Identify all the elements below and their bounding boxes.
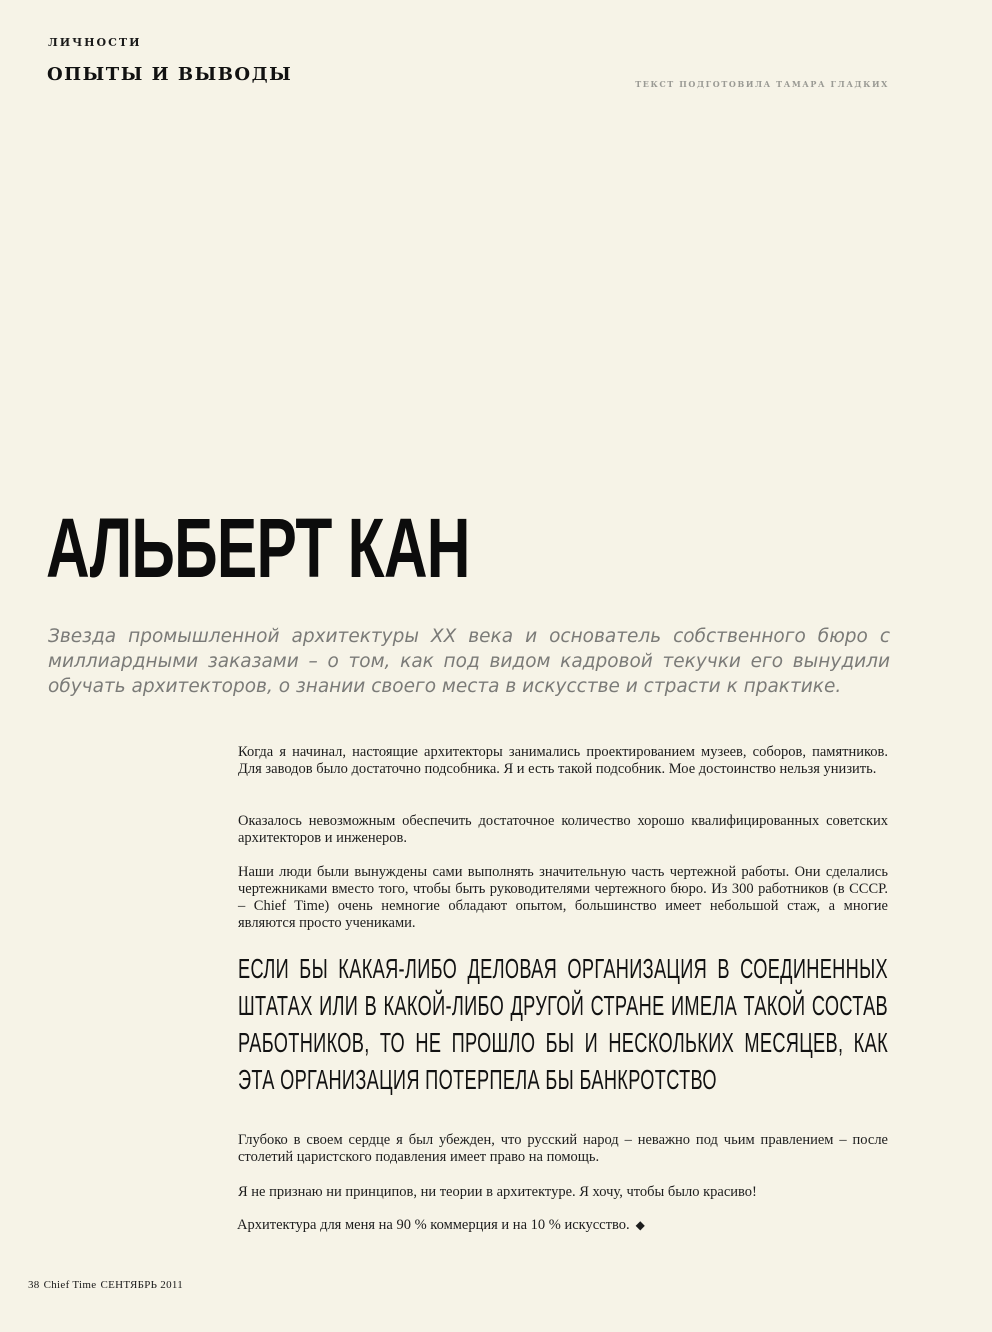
paragraph-2: Оказалось невозможным обеспечить достаточное количество хорошо квалифицированных советских архитекторов и инженеров.	[238, 813, 888, 846]
article-lead: Звезда промышленной архитектуры XX века и основатель собственного бюро с миллиардными заказами – о том, как под видом кадровой текучки его вынудили обучать архитекторов, о знании своего места в искусстве и страсти к практике.	[48, 626, 890, 697]
rubric-title: ОПЫТЫ И ВЫВОДЫ	[47, 64, 293, 85]
section-label: ЛИЧНОСТИ	[48, 36, 142, 49]
paragraph-4: Глубоко в своем сердце я был убежден, что русский народ – неважно под чьим правлением – после столетий царистского подавления имеет право на помощь.	[238, 1132, 888, 1165]
page-footer	[28, 1279, 187, 1291]
paragraph-6-text: Архитектура для меня на 90 % коммерция и на 10 % искусство.	[237, 1217, 630, 1233]
article-title: АЛЬБЕРТ КАН	[46, 501, 470, 595]
paragraph-6	[237, 1217, 887, 1234]
author-credit: ТЕКСТ ПОДГОТОВИЛА ТАМАРА ГЛАДКИХ	[635, 79, 889, 89]
paragraph-5: Я не признаю ни принципов, ни теории в архитектуре. Я хочу, чтобы было красиво!	[238, 1184, 757, 1200]
page-number: 38	[28, 1279, 40, 1291]
issue-date: СЕНТЯБРЬ 2011	[100, 1279, 184, 1291]
magazine-name: Chief Time	[43, 1279, 97, 1291]
end-mark-icon: ◆	[635, 1218, 645, 1232]
pull-quote: ЕСЛИ БЫ КАКАЯ-ЛИБО ДЕЛОВАЯ ОРГАНИЗАЦИЯ В СОЕДИНЕННЫХ ШТАТАХ ИЛИ В КАКОЙ-ЛИБО ДРУГОЙ СТРАНЕ ИМЕЛА ТАКОЙ СОСТАВ РАБОТНИКОВ, ТО НЕ ПРОШЛО БЫ И НЕСКОЛЬКИХ МЕСЯЦЕВ, КАК ЭТА ОРГАНИЗАЦИЯ ПОТЕРПЕЛА БЫ БАНКРОТСТВО	[238, 953, 888, 1095]
paragraph-1: Когда я начинал, настоящие архитекторы занимались проектированием музеев, соборов, памятников. Для заводов было достаточно подсобника. Я и есть такой подсобник. Мое достоинство нельзя унизить.	[238, 744, 888, 777]
paragraph-3: Наши люди были вынуждены сами выполнять значительную часть чертежной работы. Они сделались чертежниками вместо того, чтобы быть руководителями чертежного бюро. Из 300 работников (в СССР. – Chief Time) очень немногие обладают опытом, большинство имеет небольшой стаж, а многие являются просто учениками.	[238, 864, 888, 931]
